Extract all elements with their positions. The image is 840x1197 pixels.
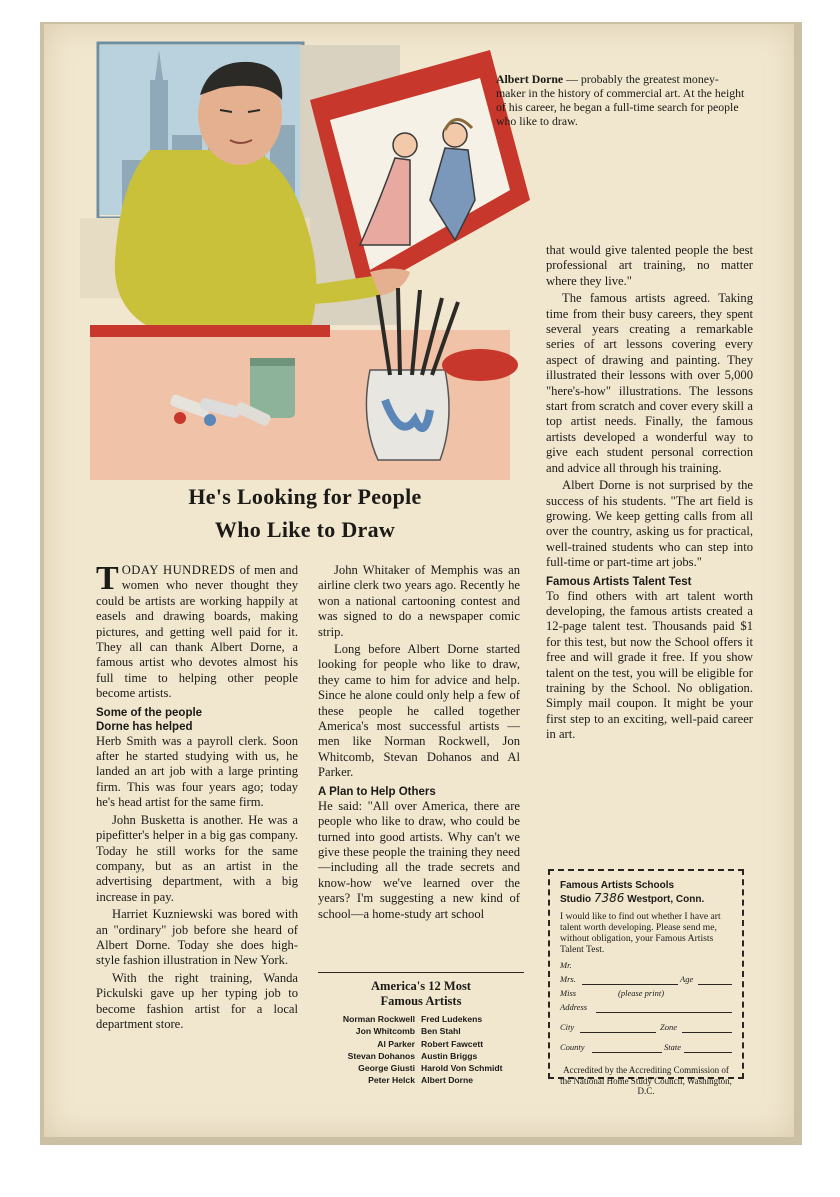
intro-text: of men and women who never thought they could be artists are working happily at easels and drawing boards, making pictures, and getting well paid for it. They all can thank Albert Dorne, a famous artist who devotes almost his full time to helping other people become artists. — [96, 563, 298, 701]
artist-name: Norman Rockwell — [342, 1014, 415, 1024]
section-heading-line-2: Dorne has helped — [96, 720, 193, 733]
artist-row — [318, 1074, 524, 1086]
section-heading-helped — [96, 706, 298, 734]
coupon-studio-number: 7386 — [593, 891, 625, 905]
artist-row — [318, 1013, 524, 1025]
famous-artists-list — [318, 972, 524, 1087]
label-city: City — [560, 1022, 575, 1032]
coupon-header — [560, 879, 732, 906]
paragraph-john-whitaker: John Whitaker of Memphis was an airline clerk two years ago. Recently he won a national cartooning contest and was signed to do a newspaper comic strip. — [318, 563, 520, 639]
field-county[interactable] — [560, 1043, 732, 1055]
mail-coupon[interactable] — [548, 869, 744, 1096]
artist-row — [318, 1062, 524, 1074]
famous-title-line-2: Famous Artists — [380, 994, 462, 1008]
paragraph-harriet: Harriet Kuzniewski was bored with an "ordinary" job before she heard of Albert Dorne. Today she does high-style fashion illustration in New York. — [96, 907, 298, 968]
paragraph-long-before: Long before Albert Dorne started looking for people who like to draw, they came to him for advice and help. Since he alone could only help a few of these people he called together America's most successful artists —men like Norman Rockwell, Jon Whitcomb, Stevan Dohanos and Al Parker. — [318, 642, 520, 780]
illustration-caption — [496, 72, 746, 128]
artist-illustration — [60, 40, 540, 480]
coupon-body: I would like to find out whether I have art talent worth developing. Please send me, without obligation, your Famous Artists Talent Test. — [560, 911, 721, 955]
famous-artists-title — [318, 979, 524, 1009]
artist-name: Fred Ludekens — [421, 1014, 483, 1024]
label-mrs: Mrs. — [560, 974, 576, 984]
field-address[interactable] — [560, 1003, 732, 1015]
artist-name: Austin Briggs — [421, 1050, 478, 1061]
label-please-print: (please print) — [618, 988, 665, 998]
artist-name: Albert Dorne — [421, 1075, 474, 1086]
label-miss: Miss — [560, 988, 577, 998]
artist-name: Stevan Dohanos — [347, 1050, 415, 1061]
name-line — [582, 984, 678, 985]
label-state: State — [664, 1042, 681, 1052]
label-county: County — [560, 1042, 585, 1052]
column-2 — [318, 563, 520, 924]
section-heading-plan: A Plan to Help Others — [318, 785, 436, 798]
label-age: Age — [680, 974, 694, 984]
address-line — [596, 1012, 732, 1013]
field-mrs[interactable] — [560, 975, 732, 987]
zone-line — [682, 1032, 732, 1033]
label-mr: Mr. — [560, 960, 572, 970]
artists-table — [318, 1013, 524, 1087]
paragraph-herb-smith: Herb Smith was a payroll clerk. Soon after he started studying with us, he landed an art job with a large printing firm. This was four years ago; today he's head artist for the same firm. — [96, 733, 298, 810]
field-mr[interactable] — [560, 961, 732, 973]
caption-name: Albert Dorne — [496, 72, 564, 86]
paragraph-he-said: He said: "All over America, there are people who like to draw, who could be turned into good artists. Why can't we give these people the training they need—including all the trade secrets and know-how we've learned over the years? I'm suggesting a new kind of school—a home-study art school — [318, 798, 520, 921]
artist-name: Al Parker — [377, 1038, 415, 1049]
section-heading-talent-test: Famous Artists Talent Test — [546, 575, 692, 588]
caption-text: — probably the greatest money-maker in the history of commercial art. At the height of his career, he began a full-time search for people who like to draw. — [496, 72, 745, 128]
artist-name: Robert Fawcett — [421, 1038, 484, 1049]
label-zone: Zone — [660, 1022, 677, 1032]
paragraph-not-surprised: Albert Dorne is not surprised by the success of his students. "The art field is growing. We keep getting calls from all over the country, asking us for practical, well-trained students who can step into full-time or part-time art jobs." — [546, 478, 753, 570]
section-heading-line-1: Some of the people — [96, 706, 203, 719]
coupon-city: Westport, Conn. — [627, 894, 705, 905]
headline-line-1: He's Looking for People — [188, 484, 422, 509]
column-1 — [96, 560, 298, 1034]
artist-row — [318, 1025, 524, 1037]
county-line — [592, 1052, 662, 1053]
field-city[interactable] — [560, 1023, 732, 1035]
accreditation-note: Accredited by the Accrediting Commission of the National Home Study Council, Washington, D.C. — [560, 1065, 732, 1096]
paragraph-john-busketta: John Busketta is another. He was a pipefitter's helper in a big gas company. Today he still works for the same company, but as an artist in the advertising department, with a big increase in pay. — [96, 812, 298, 904]
paragraph-wanda: With the right training, Wanda Pickulski gave up her typing job to become fashion artist for a local department store. — [96, 970, 298, 1031]
age-line — [698, 984, 732, 985]
field-miss[interactable] — [560, 989, 732, 1001]
paragraph-talent-test: To find others with art talent worth developing, the famous artists created a 12-page talent test. Thousands paid $1 for this test, but now the School offers it free and will grade it free. If you show talent on the test, you will be eligible for training by the School. No obligation. Simply mail coupon. It might be your first step to an exciting, well-paid career in art. — [546, 588, 753, 742]
artist-name: Ben Stahl — [421, 1026, 461, 1037]
famous-title-line-1: America's 12 Most — [371, 979, 471, 993]
artist-name: Peter Helck — [368, 1075, 415, 1086]
intro-paragraph — [96, 560, 298, 702]
drop-cap: T — [96, 560, 119, 597]
artist-row — [318, 1050, 524, 1062]
artist-row — [318, 1038, 524, 1050]
artist-name: Jon Whitcomb — [355, 1026, 415, 1037]
headline-line-2: Who Like to Draw — [214, 517, 396, 542]
label-address: Address — [560, 1002, 588, 1012]
coupon-school: Famous Artists Schools — [560, 880, 675, 891]
city-line — [580, 1032, 656, 1033]
bowl — [442, 349, 518, 381]
artist-name: Harold Von Schmidt — [421, 1063, 503, 1074]
brush-jar — [366, 370, 449, 460]
column-3 — [546, 243, 753, 745]
state-line — [684, 1052, 732, 1053]
lead-small-caps: ODAY HUNDREDS — [121, 563, 236, 577]
paint-jar — [250, 358, 295, 418]
coupon-studio-label: Studio — [560, 894, 592, 905]
headline — [100, 480, 510, 546]
paragraph-artists-agreed: The famous artists agreed. Taking time from their busy careers, they spent several years creating a remarkable series of art lessons covering every aspect of drawing and painting. They illustrated their lessons with over 5,000 "here's-how" illustrations. The lessons start from scratch and cover every skill a top artist needs. Finally, the famous artists developed a wonderful way to give each student personal correction and advice all through his training. — [546, 291, 753, 475]
artist-name: George Giusti — [358, 1063, 415, 1074]
paragraph-that-would: that would give talented people the best professional art training, no matter where they live." — [546, 243, 753, 288]
